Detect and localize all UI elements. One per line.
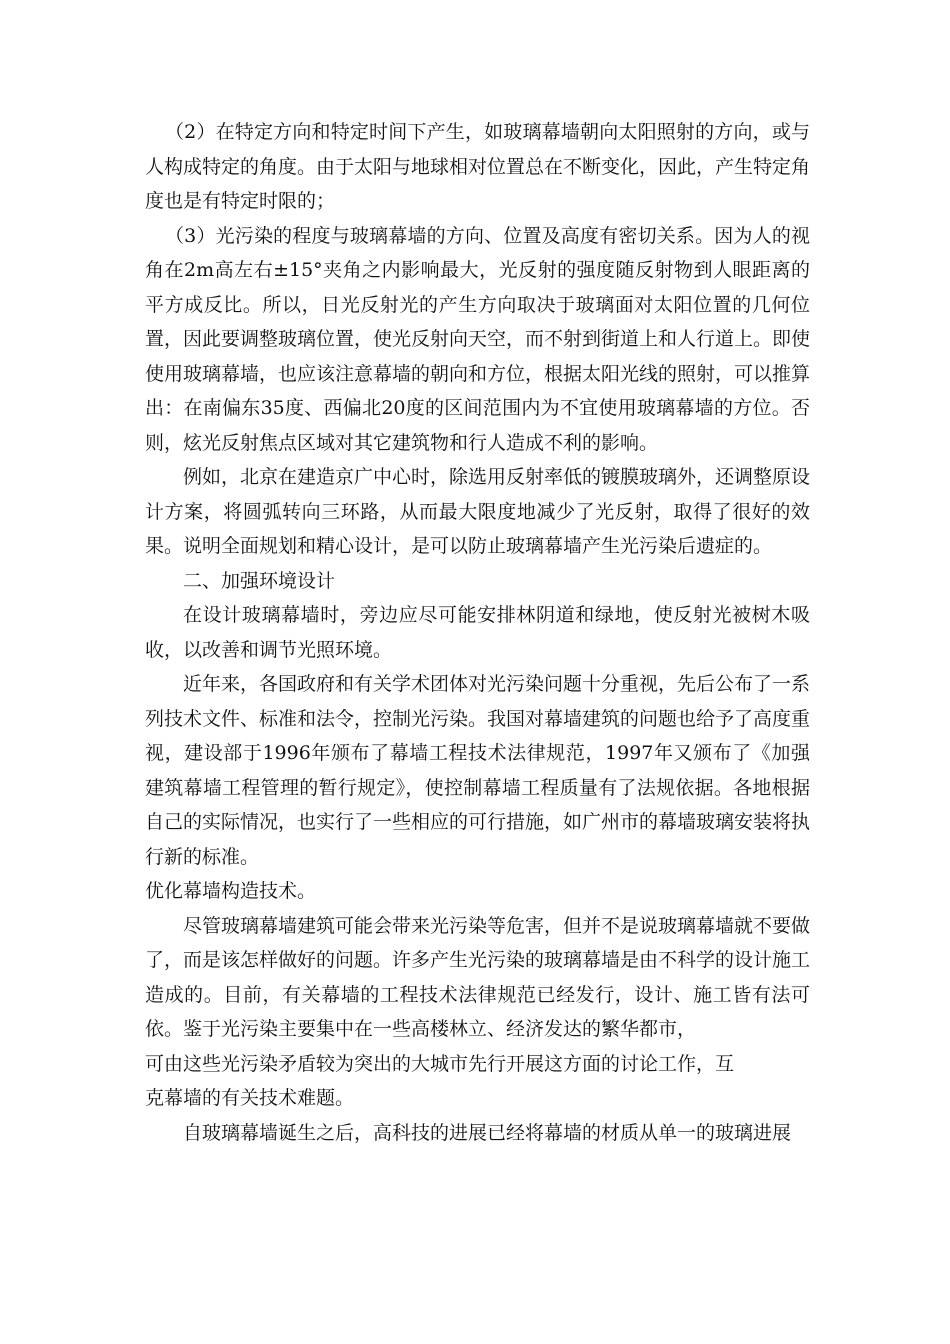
paragraph-material-development: 自玻璃幕墙诞生之后，高科技的进展已经将幕墙的材质从单一的玻璃进展	[183, 1121, 792, 1144]
paragraph-construction-tech: 尽管玻璃幕墙建筑可能会带来光污染等危害，但并不是说玻璃幕墙就不要做了，而是该怎样做好的问题。许多产生光污染的玻璃幕墙是由不科学的设计施工造成的。目前，有关幕墙的工程技术法律规范已经发行，设计、施工皆有法可依。鉴于光污染主要集中在一些高楼林立、经济发达的繁华都市，	[145, 914, 811, 1040]
paragraph-point-2: （2）在特定方向和特定时间下产生，如玻璃幕墙朝向太阳照射的方向，或与人构成特定的角度。由于太阳与地球相对位置总在不断变化，因此，产生特定角度也是有特定时限的；	[145, 121, 811, 212]
paragraph-fragment-technical: 克幕墙的有关技术难题。	[145, 1087, 355, 1109]
paragraph-fragment-cities: 可由这些光污染矛盾较为突出的大城市先行开展这方面的讨论工作，互	[145, 1052, 735, 1075]
paragraph-regulations: 近年来，各国政府和有关学术团体对光污染问题十分重视，先后公布了一系列技术文件、标准和法令，控制光污染。我国对幕墙建筑的问题也给予了高度重视，建设部于1996年颁布了幕墙工程技术法律规范，1997年又颁布了《加强建筑幕墙工程管理的暂行规定》，使控制幕墙工程质量有了法规依据。各地根据自己的实际情况，也实行了一些相应的可行措施，如广州市的幕墙玻璃安装将执行新的标准。	[145, 673, 811, 868]
paragraph-example-beijing: 例如，北京在建造京广中心时，除选用反射率低的镀膜玻璃外，还调整原设计方案，将圆弧转向三环路，从而最大限度地减少了光反射，取得了很好的效果。说明全面规划和精心设计，是可以防止玻璃幕墙产生光污染后遗症的。	[145, 466, 811, 557]
paragraph-environment-design: 在设计玻璃幕墙时，旁边应尽可能安排林阴道和绿地，使反射光被树木吸收，以改善和调节光照环境。	[145, 604, 810, 661]
paragraph-point-3: （3）光污染的程度与玻璃幕墙的方向、位置及高度有密切关系。因为人的视角在2m高左右±15°夹角之内影响最大，光反射的强度随反射物到人眼距离的平方成反比。所以，日光反射光的产生方向取决于玻璃面对太阳位置的几何位置，因此要调整玻璃位置，使光反射向天空，而不射到街道上和人行道上。即使使用玻璃幕墙，也应该注意幕墙的朝向和方位，根据太阳光线的照射，可以推算出：在南偏东35度、西偏北20度的区间范围内为不宜使用玻璃幕墙的方位。否则，炫光反射焦点区域对其它建筑物和行人造成不利的影响。	[145, 224, 811, 454]
section-heading-construction-tech: 优化幕墙构造技术。	[145, 880, 317, 902]
document-body	[145, 115, 810, 1150]
section-heading-environment-design: 二、加强环境设计	[183, 569, 336, 592]
